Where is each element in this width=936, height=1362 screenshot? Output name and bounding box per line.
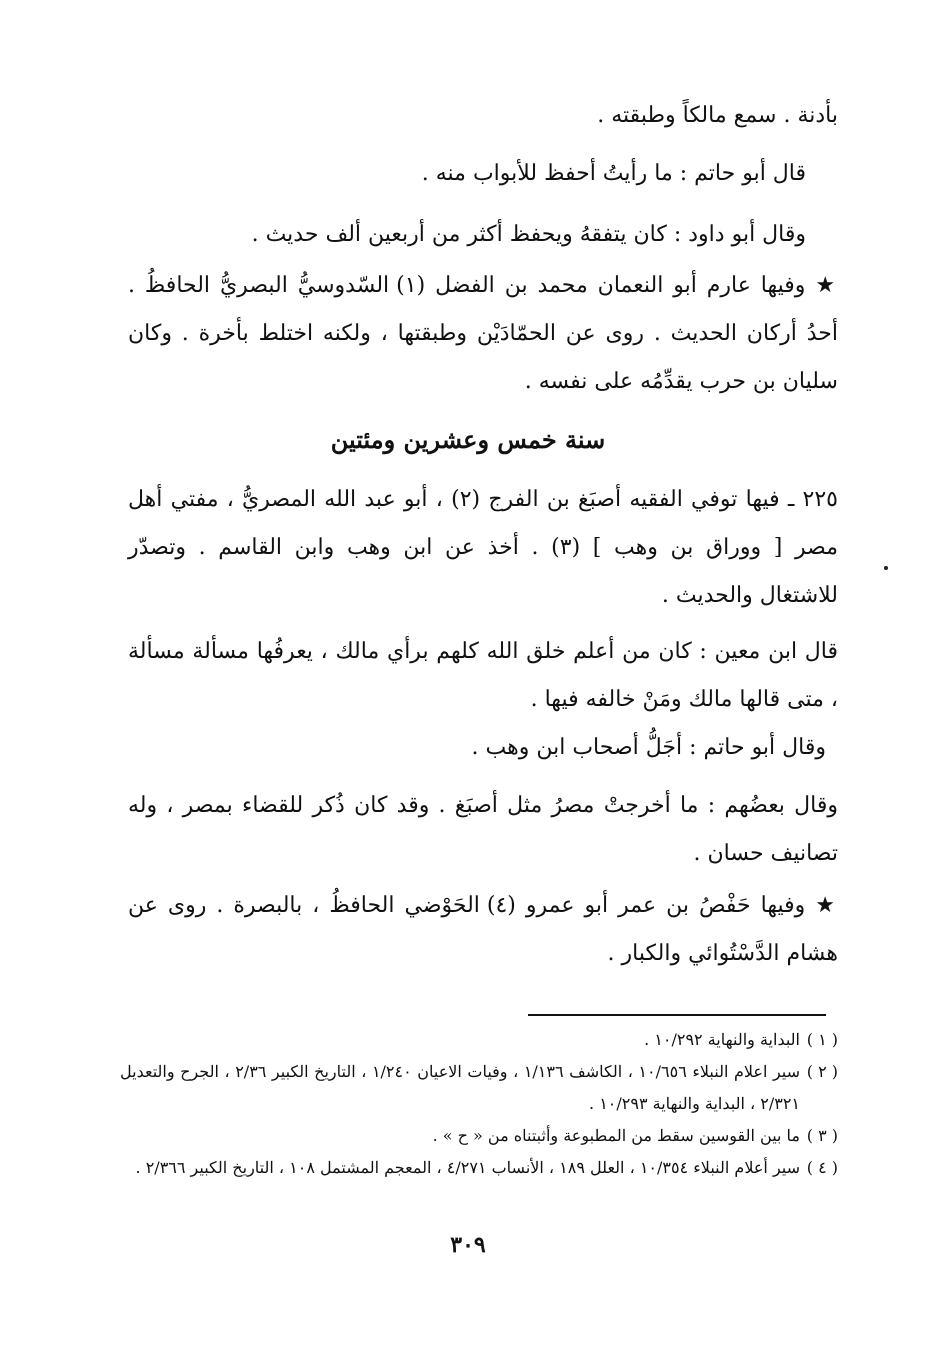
footnote-number: ( ١ ) <box>806 1030 838 1049</box>
footnotes <box>120 1024 838 1184</box>
paragraph-some-said-quote: وقال بعضُهم : ما أخرجتْ مصرُ مثل أصبَغ . وقد كان ذُكر للقضاء بمصر ، وله تصانيف حسان . <box>128 793 838 866</box>
paragraph-abu-hatim-quote: قال أبو حاتم : ما رأيتُ أحفظ للأبواب منه . <box>421 161 806 186</box>
paragraph-ibn-main-quote: قال ابن معين : كان من أعلم خلق الله كلهم برأي مالك ، يعرفُها مسألة مسألة ، متى قالها مالك ومَنْ خالفه فيها . <box>128 639 838 712</box>
paragraph-abu-dawud-quote: وقال أبو داود : كان يتفقهُ ويحفظ أكثر من أربعين ألف حديث . <box>251 222 806 247</box>
footnote-item <box>120 1152 838 1184</box>
footnote-number: ( ٤ ) <box>806 1158 838 1177</box>
footnote-number: ( ٢ ) <box>806 1062 838 1081</box>
footnote-divider <box>528 1014 826 1016</box>
paragraph-continuation: بأدنة . سمع مالكاً وطبقته . <box>597 103 838 128</box>
page-number: ٣٠٩ <box>450 1232 486 1258</box>
section-heading: سنة خمس وعشرين ومئتين <box>330 425 606 454</box>
paragraph-asbagh-entry: ٢٢٥ ـ فيها توفي الفقيه أصبَغ بن الفرج (٢) ، أبو عبد الله المصريُّ ، مفتي أهل مصر [ ووراق بن وهب ] (٣) . أخذ عن ابن وهب وابن القاسم . وتصدّر للاشتغال والحديث . <box>128 487 838 608</box>
footnote-text: سير اعلام النبلاء ١٠/٦٥٦ ، الكاشف ١/١٣٦ ، وفيات الاعيان ١/٢٤٠ ، التاريخ الكبير ٢/٣٦ ، الجرح والتعديل ٢/٣٢١ ، البداية والنهاية ١٠/٢٩٣ . <box>120 1062 801 1113</box>
footnote-text: سير أعلام النبلاء ١٠/٣٥٤ ، العلل ١٨٩ ، الأنساب ٤/٢٧١ ، المعجم المشتمل ١٠٨ ، التاريخ الكبير ٢/٣٦٦ . <box>135 1158 800 1177</box>
footnote-text: البداية والنهاية ١٠/٢٩٢ . <box>644 1030 800 1049</box>
footnote-item <box>120 1024 838 1056</box>
footnote-number: ( ٣ ) <box>806 1126 838 1145</box>
footnote-item <box>120 1120 838 1152</box>
paragraph-abu-hatim-second-quote: وقال أبو حاتم : أجَلُّ أصحاب ابن وهب . <box>471 735 826 760</box>
paragraph-hafs-entry: ★ وفيها حَفْصُ بن عمر أبو عمرو (٤) الحَوْضي الحافظُ ، بالبصرة . روى عن هشام الدَّسْتُوائي والكبار . <box>128 893 839 966</box>
paragraph-arim-entry: ★ وفيها عارم أبو النعمان محمد بن الفضل (١) السّدوسيُّ البصريُّ الحافظُ . أحدُ أركان الحديث . روى عن الحمّادَيْن وطبقتها ، ولكنه اختلط بأخرة . وكان سليان بن حرب يقدِّمُه على نفسه . <box>128 273 838 394</box>
footnote-item <box>120 1056 838 1120</box>
stray-dot-mark <box>884 566 888 570</box>
footnote-text: ما بين القوسين سقط من المطبوعة وأثبتناه من « ح » . <box>432 1126 800 1145</box>
